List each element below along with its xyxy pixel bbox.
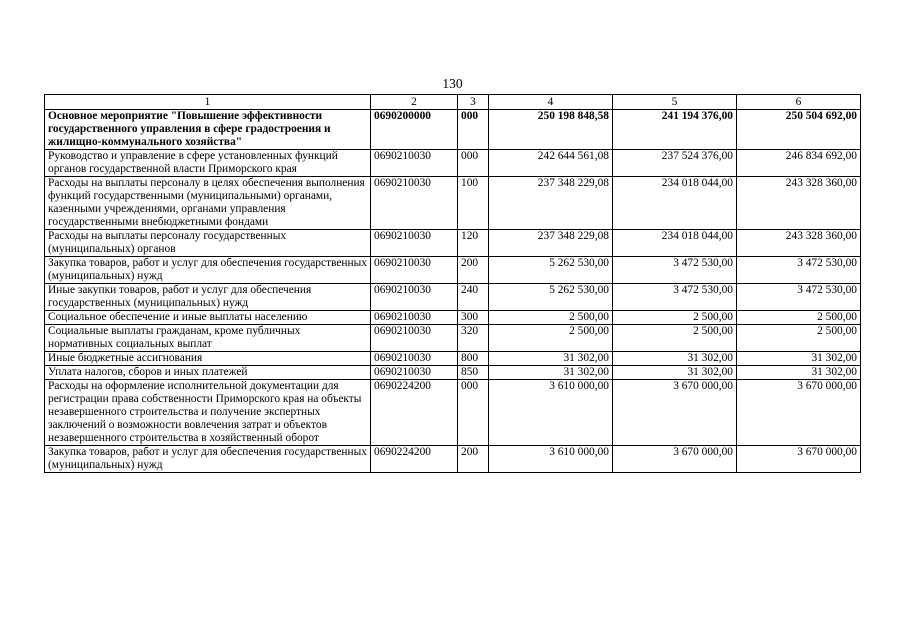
amount-year-2: 2 500,00 [613,311,737,325]
expense-type-code: 320 [458,325,489,352]
expense-type-code: 200 [458,446,489,473]
table-row [45,110,861,150]
table-row [45,366,861,380]
expense-name: Социальное обеспечение и иные выплаты населению [45,311,371,325]
amount-year-1: 237 348 229,08 [489,230,613,257]
column-header: 1 [45,95,371,110]
target-article-code: 0690210030 [371,352,458,366]
amount-year-2: 234 018 044,00 [613,230,737,257]
amount-year-2: 3 472 530,00 [613,257,737,284]
amount-year-3: 3 670 000,00 [737,380,861,446]
table-row [45,311,861,325]
amount-year-1: 5 262 530,00 [489,257,613,284]
amount-year-3: 31 302,00 [737,366,861,380]
column-header: 3 [458,95,489,110]
target-article-code: 0690210030 [371,311,458,325]
amount-year-2: 241 194 376,00 [613,110,737,150]
amount-year-3: 243 328 360,00 [737,177,861,230]
amount-year-3: 3 670 000,00 [737,446,861,473]
amount-year-1: 237 348 229,08 [489,177,613,230]
amount-year-2: 3 472 530,00 [613,284,737,311]
amount-year-1: 242 644 561,08 [489,150,613,177]
amount-year-2: 31 302,00 [613,352,737,366]
expense-type-code: 200 [458,257,489,284]
expense-type-code: 000 [458,110,489,150]
expense-type-code: 000 [458,380,489,446]
table-row [45,380,861,446]
amount-year-1: 2 500,00 [489,311,613,325]
expense-name: Основное мероприятие "Повышение эффективности государственного управления в сфере градостроения и жилищно-коммунального хозяйства" [45,110,371,150]
expense-name: Расходы на выплаты персоналу государственных (муниципальных) органов [45,230,371,257]
amount-year-1: 3 610 000,00 [489,380,613,446]
amount-year-2: 3 670 000,00 [613,446,737,473]
column-header: 2 [371,95,458,110]
amount-year-3: 3 472 530,00 [737,284,861,311]
table-row [45,352,861,366]
amount-year-2: 2 500,00 [613,325,737,352]
table-row [45,150,861,177]
target-article-code: 0690210030 [371,150,458,177]
amount-year-3: 250 504 692,00 [737,110,861,150]
expense-name: Иные закупки товаров, работ и услуг для обеспечения государственных (муниципальных) нужд [45,284,371,311]
target-article-code: 0690200000 [371,110,458,150]
target-article-code: 0690210030 [371,284,458,311]
expense-type-code: 850 [458,366,489,380]
expense-type-code: 120 [458,230,489,257]
table-row [45,284,861,311]
amount-year-2: 31 302,00 [613,366,737,380]
expense-type-code: 000 [458,150,489,177]
target-article-code: 0690210030 [371,325,458,352]
target-article-code: 0690210030 [371,366,458,380]
expense-type-code: 240 [458,284,489,311]
amount-year-3: 2 500,00 [737,325,861,352]
expense-name: Расходы на оформление исполнительной документации для регистрации права собственности Приморского края на объекты незавершенного строительства и получение экспертных заключений о возможности вовлечения затрат и объектов незавершенного строительства в хозяйственный оборот [45,380,371,446]
expense-type-code: 800 [458,352,489,366]
target-article-code: 0690210030 [371,177,458,230]
target-article-code: 0690224200 [371,380,458,446]
amount-year-3: 243 328 360,00 [737,230,861,257]
expense-name: Закупка товаров, работ и услуг для обеспечения государственных (муниципальных) нужд [45,257,371,284]
target-article-code: 0690224200 [371,446,458,473]
amount-year-1: 31 302,00 [489,366,613,380]
expense-type-code: 100 [458,177,489,230]
column-header: 4 [489,95,613,110]
amount-year-3: 31 302,00 [737,352,861,366]
expense-name: Социальные выплаты гражданам, кроме публичных нормативных социальных выплат [45,325,371,352]
amount-year-2: 234 018 044,00 [613,177,737,230]
amount-year-1: 2 500,00 [489,325,613,352]
amount-year-3: 3 472 530,00 [737,257,861,284]
expense-name: Иные бюджетные ассигнования [45,352,371,366]
column-header: 6 [737,95,861,110]
expense-name: Расходы на выплаты персоналу в целях обеспечения выполнения функций государственными (муниципальными) органами, казенными учреждениями, органами управления государственными внебюджетными фондами [45,177,371,230]
table-row [45,230,861,257]
table-header-row [45,95,861,110]
amount-year-3: 246 834 692,00 [737,150,861,177]
page-number: 130 [442,76,463,91]
expense-type-code: 300 [458,311,489,325]
table-row [45,325,861,352]
table-row [45,177,861,230]
target-article-code: 0690210030 [371,257,458,284]
column-header: 5 [613,95,737,110]
amount-year-1: 250 198 848,58 [489,110,613,150]
expense-name: Закупка товаров, работ и услуг для обеспечения государственных (муниципальных) нужд [45,446,371,473]
table-row [45,257,861,284]
budget-table [44,94,861,473]
amount-year-1: 5 262 530,00 [489,284,613,311]
table-row [45,446,861,473]
target-article-code: 0690210030 [371,230,458,257]
amount-year-1: 3 610 000,00 [489,446,613,473]
amount-year-3: 2 500,00 [737,311,861,325]
expense-name: Руководство и управление в сфере установленных функций органов государственной власти Приморского края [45,150,371,177]
amount-year-2: 237 524 376,00 [613,150,737,177]
amount-year-2: 3 670 000,00 [613,380,737,446]
expense-name: Уплата налогов, сборов и иных платежей [45,366,371,380]
amount-year-1: 31 302,00 [489,352,613,366]
